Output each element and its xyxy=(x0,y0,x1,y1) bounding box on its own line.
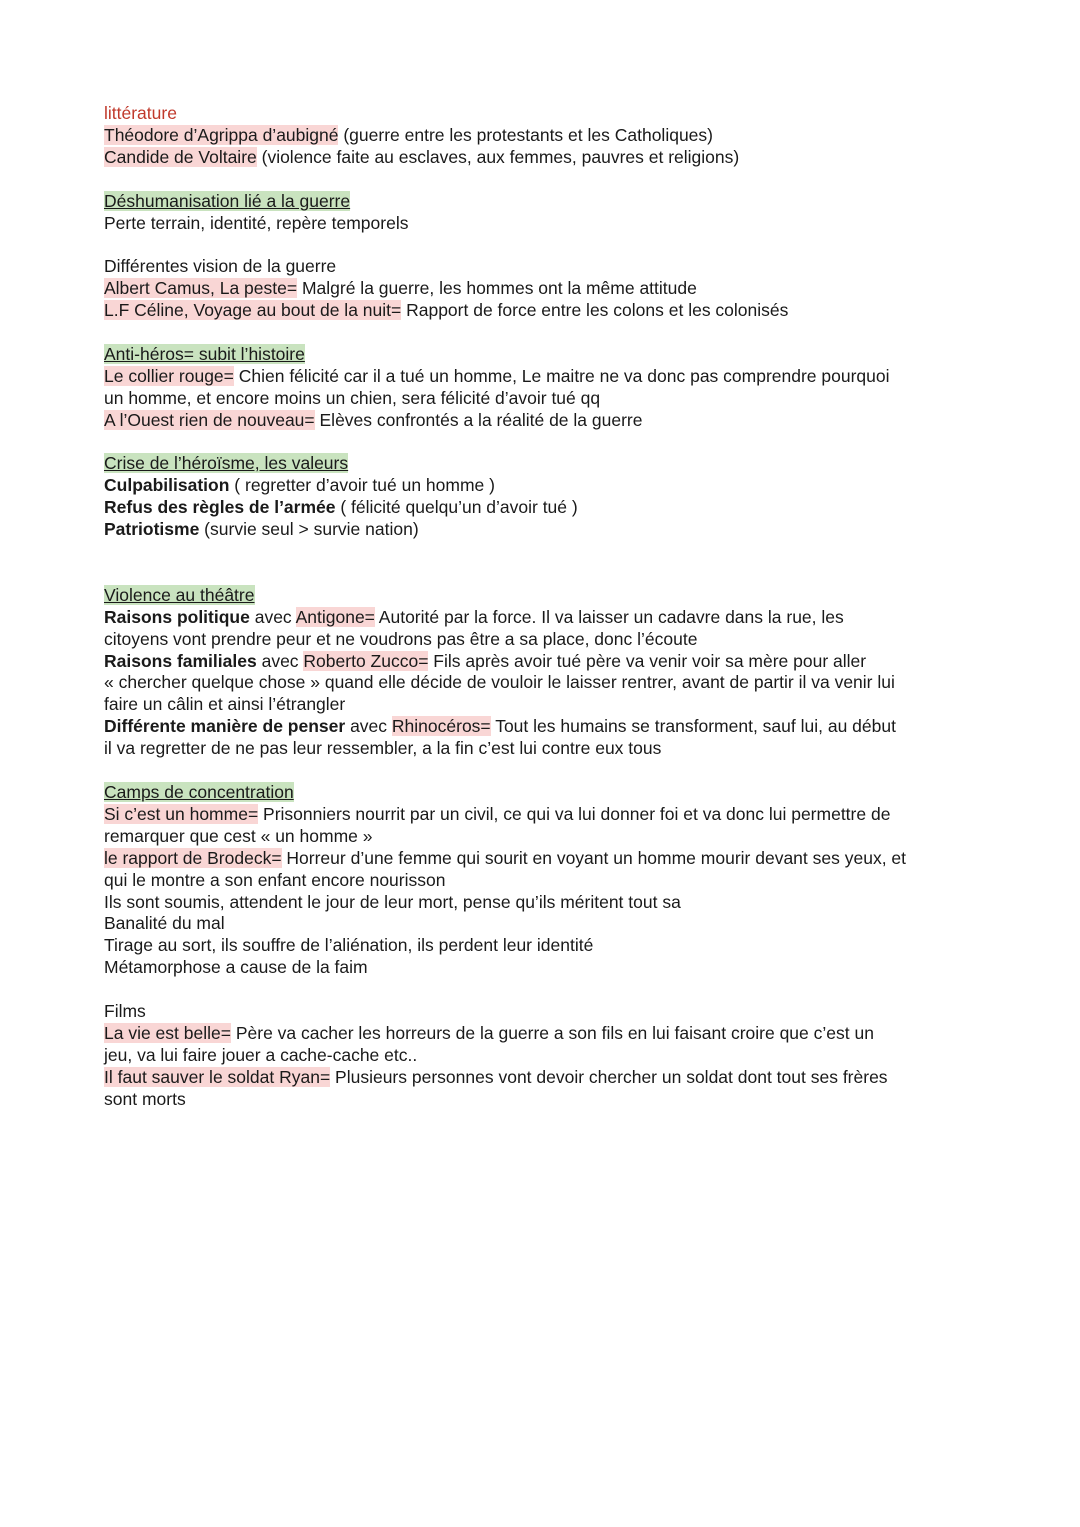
text-line xyxy=(104,519,1004,541)
line-text: Malgré la guerre, les hommes ont la même attitude xyxy=(297,278,697,299)
line-text: Horreur d’une femme qui sourit en voyant un homme mourir devant ses yeux, et xyxy=(281,847,907,868)
line-text: Rapport de force entre les colons et les colonisés xyxy=(401,300,789,321)
heading-line xyxy=(104,344,1004,366)
heading-line xyxy=(104,585,1004,607)
text-line xyxy=(104,1023,1004,1045)
line-text: Banalité du mal xyxy=(104,913,225,934)
line-text: avec xyxy=(249,606,296,627)
text-line xyxy=(104,848,1004,870)
highlighted-work: Roberto Zucco= xyxy=(303,650,429,671)
text-line xyxy=(104,278,1004,300)
text-line xyxy=(104,804,1004,826)
line-text: sont morts xyxy=(104,1088,186,1109)
line-text: Chien félicité car il a tué un homme, Le maitre ne va donc pas comprendre pourquoi xyxy=(233,365,890,386)
highlighted-work: Rhinocéros= xyxy=(391,716,491,737)
line-text: Autorité par la force. Il va laisser un cadavre dans la rue, les xyxy=(374,606,844,627)
text-line xyxy=(104,607,1004,629)
bold-term: Culpabilisation xyxy=(104,475,230,496)
line-text: (guerre entre les protestants et les Catholiques) xyxy=(338,124,713,145)
highlighted-work: Théodore d’Agrippa d’aubigné xyxy=(104,124,339,145)
line-text: Ils sont soumis, attendent le jour de leur mort, pense qu’ils méritent tout sa xyxy=(104,891,681,912)
line-text: Tout les humains se transforment, sauf lui, au début xyxy=(490,716,896,737)
highlighted-work: Si c’est un homme= xyxy=(104,803,259,824)
line-text: « chercher quelque chose » quand elle décide de vouloir le laisser rentrer, avant de partir il va venir lui xyxy=(104,672,895,693)
highlighted-work: Le collier rouge= xyxy=(104,365,234,386)
text-line xyxy=(104,300,1004,322)
highlighted-work: Candide de Voltaire xyxy=(104,146,257,167)
heading-line xyxy=(104,191,1004,213)
bold-term: Refus des règles de l’armée xyxy=(104,497,336,518)
line-text: jeu, va lui faire jouer a cache-cache etc.. xyxy=(104,1044,418,1065)
section-heading-deshumanisation: Déshumanisation lié a la guerre xyxy=(104,190,351,211)
section-title-visions: Différentes vision de la guerre xyxy=(104,256,337,277)
text-line xyxy=(104,125,1004,147)
section-title-litterature: littérature xyxy=(104,103,177,123)
document-page xyxy=(104,103,1004,1111)
section-heading-theatre: Violence au théâtre xyxy=(104,584,255,605)
bold-term: Patriotisme xyxy=(104,519,200,540)
line-text: avec xyxy=(345,716,392,737)
line-text: Elèves confrontés a la réalité de la guerre xyxy=(314,409,643,430)
line-text: ( félicité quelqu’un d’avoir tué ) xyxy=(335,497,578,518)
section-heading-camps: Camps de concentration xyxy=(104,782,294,802)
highlighted-work: A l’Ouest rien de nouveau= xyxy=(104,409,315,430)
bold-term: Raisons politique xyxy=(104,606,250,627)
section-heading-antiheros: Anti-héros= subit l’histoire xyxy=(104,343,305,364)
text-line xyxy=(104,366,1004,388)
line-text: ( regretter d’avoir tué un homme ) xyxy=(229,475,495,496)
line-text: Prisonniers nourrit par un civil, ce qui va lui donner foi et va donc lui permettre de xyxy=(258,803,891,824)
line-text: Fils après avoir tué père va venir voir sa mère pour aller xyxy=(428,650,867,671)
line-text: (violence faite au esclaves, aux femmes, pauvres et religions) xyxy=(256,146,740,167)
line-text: (survie seul > survie nation) xyxy=(199,519,419,540)
text-line xyxy=(104,497,1004,519)
line-text: un homme, et encore moins un chien, sera félicité d’avoir tué qq xyxy=(104,387,601,408)
text-line xyxy=(104,410,1004,432)
text-line xyxy=(104,1067,1004,1089)
line-text: Métamorphose a cause de la faim xyxy=(104,957,368,978)
highlighted-work: L.F Céline, Voyage au bout de la nuit= xyxy=(104,300,402,321)
heading-line xyxy=(104,453,1004,475)
line-text: qui le montre a son enfant encore nourisson xyxy=(104,869,446,890)
bold-term: Différente manière de penser xyxy=(104,716,346,737)
line-text: Tirage au sort, ils souffre de l’aliénation, ils perdent leur identité xyxy=(104,935,594,956)
text-line xyxy=(104,475,1004,497)
text-line xyxy=(104,147,1004,169)
line-text: Plusieurs personnes vont devoir chercher un soldat dont tout ses frères xyxy=(330,1066,888,1087)
text-line xyxy=(104,651,1004,673)
line-text: avec xyxy=(256,650,304,671)
highlighted-work: le rapport de Brodeck= xyxy=(104,847,282,868)
text-line xyxy=(104,716,1004,738)
section-heading-crise: Crise de l’héroïsme, les valeurs xyxy=(104,453,349,474)
line-text: remarquer que cest « un homme » xyxy=(104,825,373,846)
bold-term: Raisons familiales xyxy=(104,650,257,671)
section-title-films: Films xyxy=(104,1001,146,1022)
heading-line xyxy=(104,782,1004,804)
highlighted-work: La vie est belle= xyxy=(104,1022,231,1043)
line-text: il va regretter de ne pas leur ressembler, a la fin c’est lui contre eux tous xyxy=(104,738,662,759)
line-text: faire un câlin et ainsi l’étrangler xyxy=(104,694,346,715)
line-text: Père va cacher les horreurs de la guerre a son fils en lui faisant croire que c’est un xyxy=(230,1022,874,1043)
highlighted-work: Antigone= xyxy=(295,606,375,627)
highlighted-work: Il faut sauver le soldat Ryan= xyxy=(104,1066,331,1087)
line-text: citoyens vont prendre peur et ne voudrons pas être a sa place, donc l’écoute xyxy=(104,628,698,649)
highlighted-work: Albert Camus, La peste= xyxy=(104,278,298,299)
line-text: Perte terrain, identité, repère temporels xyxy=(104,212,409,233)
